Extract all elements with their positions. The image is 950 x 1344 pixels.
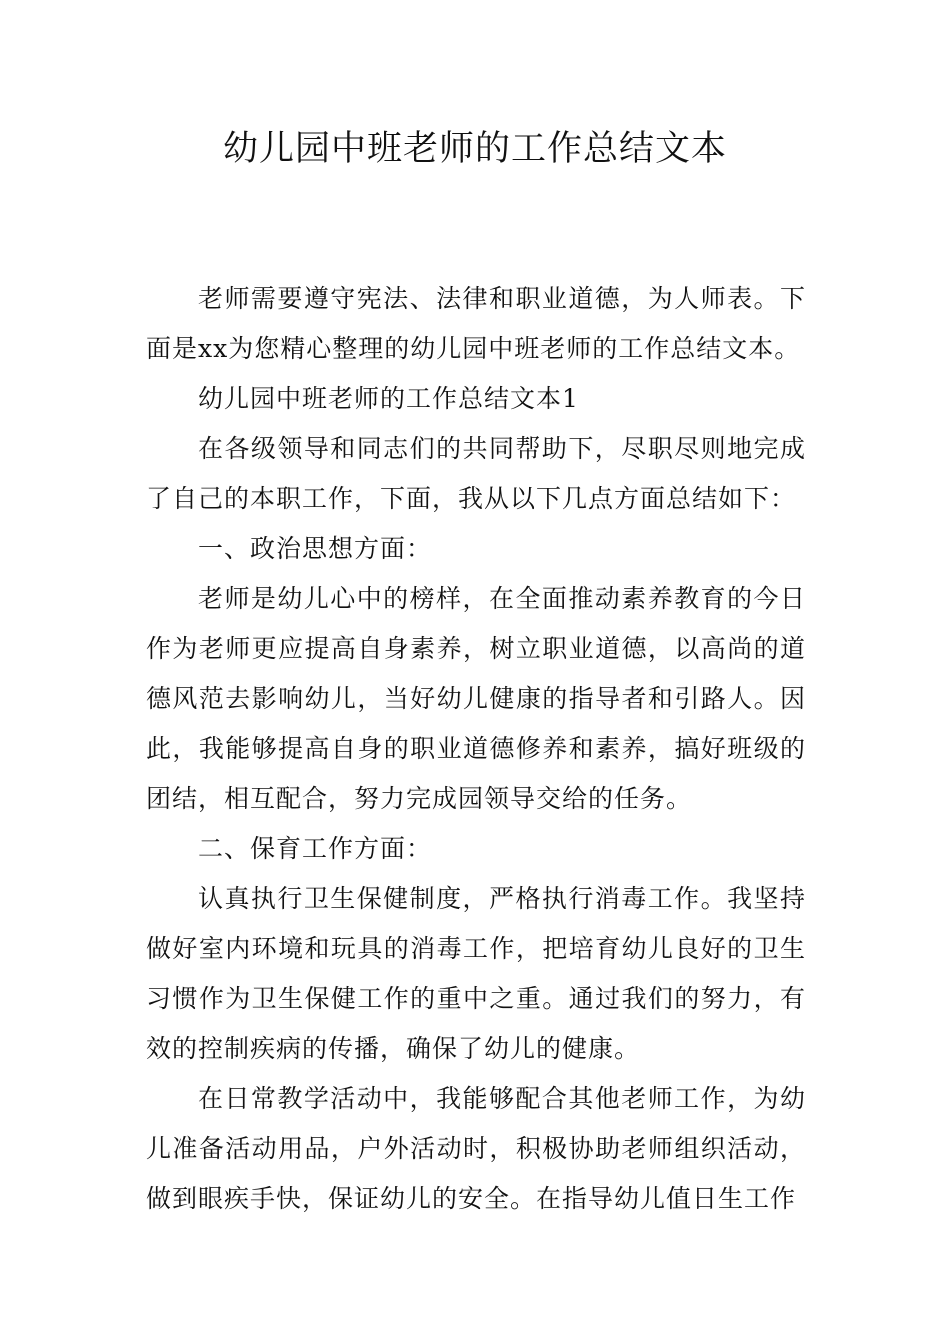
document-title: 幼儿园中班老师的工作总结文本 [222,129,727,169]
paragraph-care: 认真执行卫生保健制度，严格执行消毒工作。我坚持做好室内环境和玩具的消毒工作，把培育幼儿良好的卫生习惯作为卫生保健工作的重中之重。通过我们的努力，有效的控制疾病的传播，确保了幼儿的健康。 [146,884,806,1063]
document-body [146,274,806,1224]
paragraph-political: 老师是幼儿心中的榜样，在全面推动素养教育的今日作为老师更应提高自身素养，树立职业道德，以高尚的道德风范去影响幼儿，当好幼儿健康的指导者和引路人。因此，我能够提高自身的职业道德修养和素养，搞好班级的团结，相互配合，努力完成园领导交给的任务。 [146,584,806,813]
paragraph-intro: 老师需要遵守宪法、法律和职业道德，为人师表。下面是xx为您精心整理的幼儿园中班老师的工作总结文本。 [146,284,806,363]
paragraph-daily: 在日常教学活动中，我能够配合其他老师工作，为幼儿准备活动用品，户外活动时，积极协助老师组织活动，做到眼疾手快，保证幼儿的安全。在指导幼儿值日生工作 [146,1084,806,1213]
paragraph-overview: 在各级领导和同志们的共同帮助下，尽职尽则地完成了自己的本职工作，下面，我从以下几点方面总结如下： [146,434,806,513]
paragraph-heading-care: 二、保育工作方面： [198,834,433,863]
paragraph-section-heading: 幼儿园中班老师的工作总结文本1 [198,384,579,413]
paragraph-heading-political: 一、政治思想方面： [198,534,433,563]
